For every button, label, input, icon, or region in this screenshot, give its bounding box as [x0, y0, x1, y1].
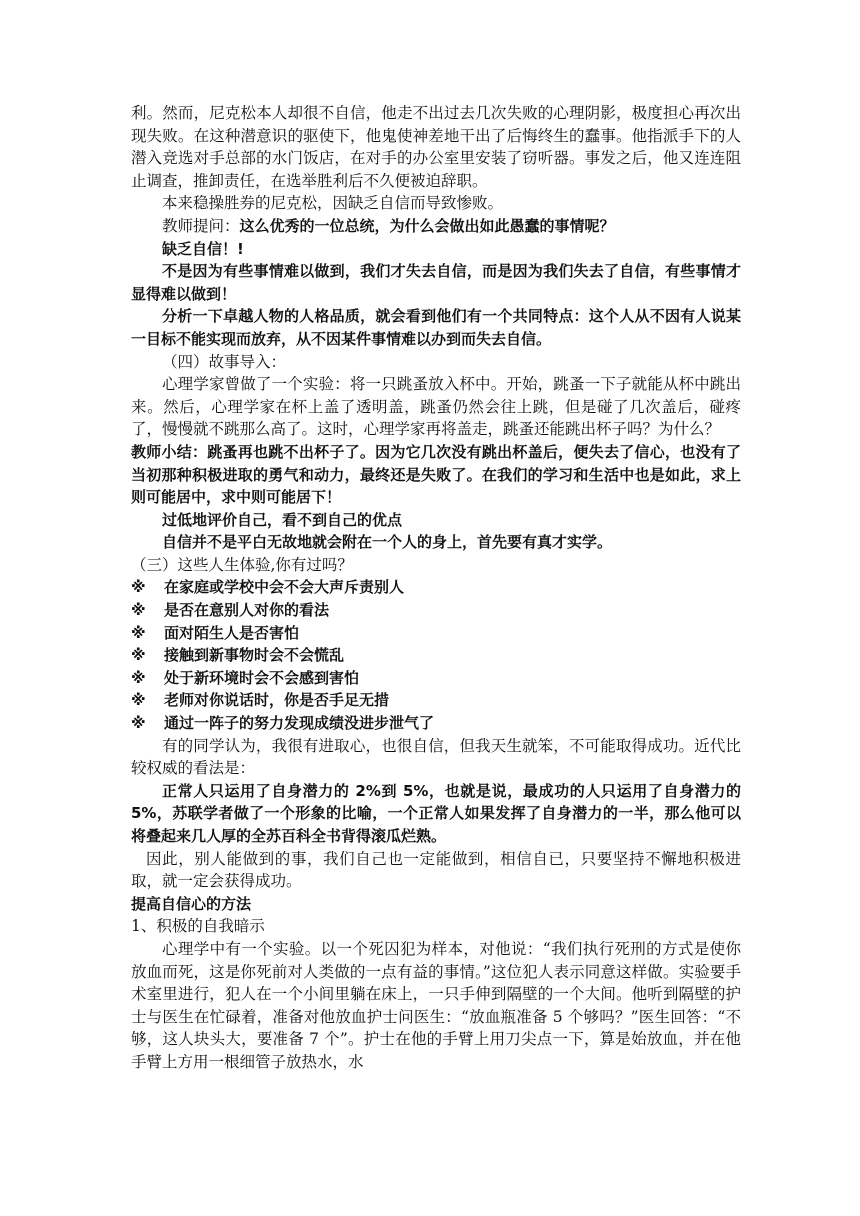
reference-mark: ※ — [131, 646, 146, 665]
checklist-text: 面对陌生人是否害怕 — [164, 623, 300, 642]
teacher-question-lead: 教师提问： — [162, 216, 240, 235]
paragraph-flea-experiment: 心理学家曾做了一个实验：将一只跳蚤放入杯中。开始，跳蚤一下子就能从杯中跳出来。然后，心理学家在杯上盖了透明盖，跳蚤仍然会往上跳，但是碰了几次盖后，碰疼了，慢慢就不跳那么高了。这时，心理学家再将盖走，跳蚤还能跳出杯子吗？为什么？ — [131, 375, 741, 439]
heading-self-suggestion: 1、积极的自我暗示 — [131, 917, 265, 936]
paragraph-prisoner-experiment: 心理学中有一个实验。以一个死囚犯为样本，对他说：“我们执行死刑的方式是使你放血而死，这是你死前对人类做的一点有益的事情。”这位犯人表示同意这样做。实验要手术室里进行，犯人在一个小间里躺在床上，一只手伸到隔壁的一个大间。他听到隔壁的护士与医生在忙碌着，准备对他放血护士问医生：“放血瓶准备 5 个够吗？”医生回答：“不够，这人块头大，要准备 7 个”。护士在他的手臂上用刀尖点一下，算是始放血，并在他手臂上方用一根细管子放热水，水 — [131, 939, 741, 1071]
checklist-text: 老师对你说话时，你是否手足无措 — [164, 691, 390, 710]
teacher-question-text: 这么优秀的一位总统，为什么会做出如此愚蠢的事情呢？ — [239, 216, 615, 235]
paragraph-some-students: 有的同学认为，我很有进取心，也很自信，但我天生就笨，不可能取得成功。近代比较权威的看法是： — [131, 736, 741, 778]
paragraph-not-because: 不是因为有些事情难以做到，我们才失去自信，而是因为我们失去了自信，有些事情才显得难以做到！ — [131, 262, 741, 303]
reference-mark: ※ — [131, 691, 146, 710]
heading-life-experience: （三）这些人生体验,你有过吗？ — [131, 555, 353, 574]
checklist-item — [131, 689, 741, 712]
checklist-item — [131, 712, 741, 735]
paragraph-therefore: 因此，别人能做到的事，我们自己也一定能做到，相信自已，只要坚持不懈地积极进取，就一定会获得成功。 — [131, 849, 741, 891]
checklist-text: 是否在意别人对你的看法 — [164, 601, 330, 620]
paragraph-low-self-evaluation: 过低地评价自己，看不到自己的优点 — [162, 510, 403, 529]
document-page — [131, 102, 741, 1074]
reference-mark: ※ — [131, 668, 146, 687]
checklist-text: 处于新环境时会不会感到害怕 — [164, 668, 360, 687]
heading-methods: 提高自信心的方法 — [131, 894, 252, 913]
checklist-item — [131, 622, 741, 645]
checklist-item — [131, 599, 741, 622]
reference-mark: ※ — [131, 601, 146, 620]
paragraph-nixon-conclusion: 本来稳操胜券的尼克松，因缺乏自信而导致惨败。 — [162, 194, 504, 213]
paragraph-teacher-summary: 教师小结：跳蚤再也跳不出杯子了。因为它几次没有跳出杯盖后，便失去了信心，也没有了当初那种积极进取的勇气和动力，最终还是失败了。在我们的学习和生活中也是如此，求上则可能居中，求中则可能居下！ — [131, 442, 741, 507]
reference-mark: ※ — [131, 623, 146, 642]
checklist-item — [131, 576, 741, 599]
paragraph-nixon-story: 利。然而，尼克松本人却很不自信，他走不出过去几次失败的心理阴影，极度担心再次出现失败。在这种潜意识的驱使下，他鬼使神差地干出了后悔终生的蠢事。他指派手下的人潜入竞选对手总部的水门饭店，在对手的办公室里安装了窃听器。事发之后，他又连连阻止调查，推卸责任，在选举胜利后不久便被迫辞职。 — [131, 104, 741, 190]
checklist-text: 通过一阵子的努力发现成绩没进步泄气了 — [164, 714, 435, 733]
checklist-text: 在家庭或学校中会不会大声斥责别人 — [164, 578, 405, 597]
paragraph-confidence-source: 自信并不是平白无故地就会附在一个人的身上，首先要有真才实学。 — [162, 533, 613, 552]
checklist-text: 接触到新事物时会不会慌乱 — [164, 646, 345, 665]
heading-story-intro: （四）故事导入： — [162, 352, 287, 371]
checklist-item — [131, 667, 741, 690]
paragraph-teacher-question — [131, 215, 741, 238]
paragraph-lack-confidence: 缺乏自信！! — [162, 239, 244, 258]
paragraph-potential: 正常人只运用了自身潜力的 2%到 5%，也就是说，最成功的人只运用了自身潜力的 5%，苏联学者做了一个形象的比喻，一个正常人如果发挥了自身潜力的一半，那么他可以将叠起来几人厚的全苏百科全书背得滚瓜烂熟。 — [131, 781, 741, 845]
reference-mark: ※ — [131, 714, 146, 733]
checklist-item — [131, 644, 741, 667]
experience-checklist — [131, 576, 741, 734]
paragraph-analysis: 分析一下卓越人物的人格品质，就会看到他们有一个共同特点：这个人从不因有人说某一目标不能实现而放弃，从不因某件事情难以办到而失去自信。 — [131, 307, 741, 348]
reference-mark: ※ — [131, 578, 146, 597]
